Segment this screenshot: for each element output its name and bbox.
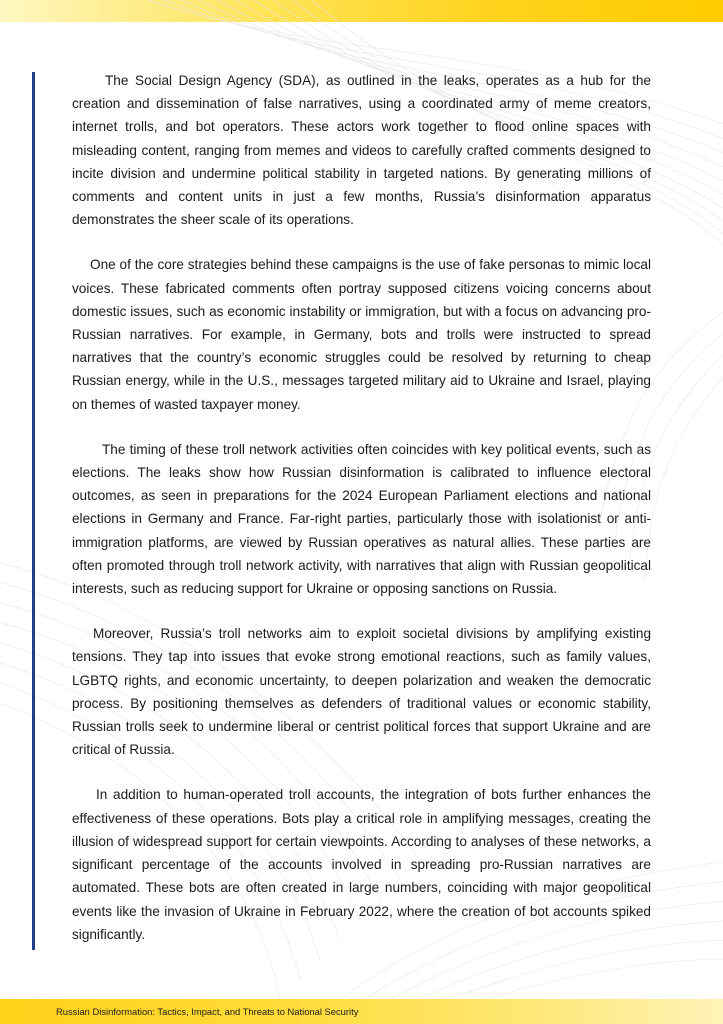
body-paragraph: The timing of these troll network activities often coincides with key political events, such as elections. The leaks show how Russian disinformation is calibrated to influence electoral outcomes, as seen in preparations for the 2024 European Parliament elections and national elections in Germany and France. Far-right parties, particularly those with isolationist or anti-immigration platforms, are viewed by Russian operatives as natural allies. These parties are often promoted through troll network activity, with narratives that align with Russian geopolitical interests, such as reducing support for Ukraine or opposing sanctions on Russia. (72, 441, 651, 597)
footer-title: Russian Disinformation: Tactics, Impact, and Threats to National Security (56, 1006, 359, 1017)
body-paragraph: The Social Design Agency (SDA), as outlined in the leaks, operates as a hub for the creation and dissemination of false narratives, using a coordinated army of meme creators, internet trolls, and bot operators. These actors work together to flood online spaces with misleading content, ranging from memes and videos to carefully crafted comments designed to incite division and undermine political stability in targeted nations. By generating millions of comments and content units in just a few months, Russia’s disinformation apparatus demonstrates the sheer scale of its operations. (72, 73, 651, 228)
body-paragraph: Moreover, Russia’s troll networks aim to exploit societal divisions by amplifying existing tensions. They tap into issues that evoke strong emotional reactions, such as family values, LGBTQ rights, and economic uncertainty, to deepen polarization and weaken the democratic process. By positioning themselves as defenders of traditional values or economic stability, Russian trolls seek to undermine liberal or centrist political forces that support Ukraine and are critical of Russia. (72, 626, 651, 758)
body-paragraph: In addition to human-operated troll accounts, the integration of bots further enhances the effectiveness of these operations. Bots play a critical role in amplifying messages, creating the illusion of widespread support for certain viewpoints. According to analyses of these networks, a significant percentage of the accounts involved in spreading pro-Russian narratives are automated. These bots are often created in large numbers, coinciding with major geopolitical events like the invasion of Ukraine in February 2022, where the creation of bot accounts spiked significantly. (72, 787, 651, 942)
header-band (0, 0, 723, 22)
main-content (72, 69, 651, 968)
body-paragraph: One of the core strategies behind these campaigns is the use of fake personas to mimic local voices. These fabricated comments often portray supposed citizens voicing concerns about domestic issues, such as economic instability or immigration, but with a focus on advancing pro-Russian narratives. For example, in Germany, bots and trolls were instructed to spread narratives that the country’s economic struggles could be resolved by returning to cheap Russian energy, while in the U.S., messages targeted military aid to Ukraine and Israel, playing on themes of wasted taxpayer money. (72, 257, 651, 412)
left-margin-rule (32, 72, 35, 950)
